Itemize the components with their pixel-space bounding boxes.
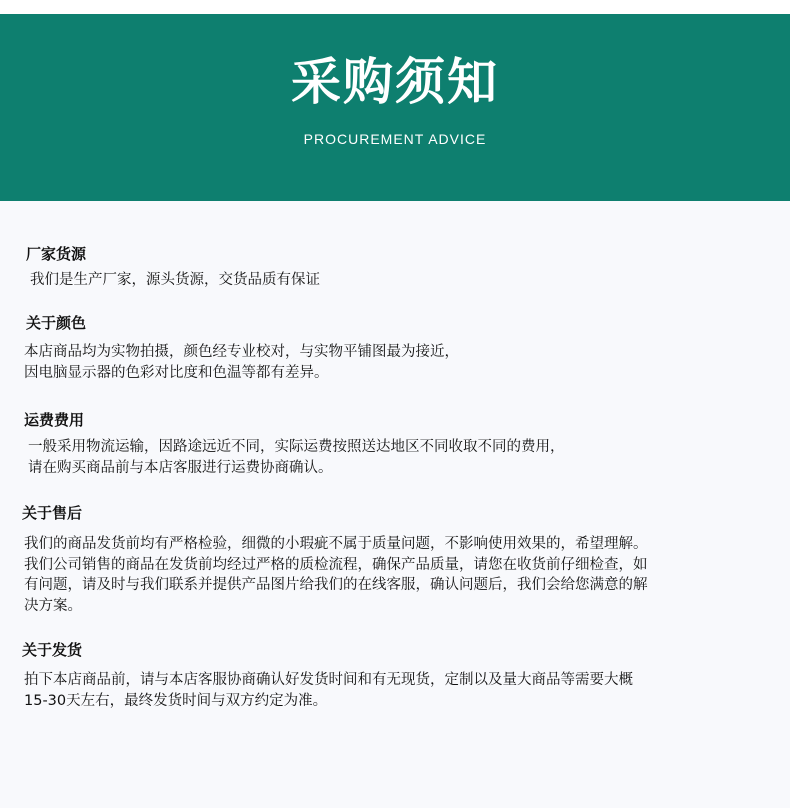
section-text: 本店商品均为实物拍摄，颜色经专业校对，与实物平铺图最为接近，	[24, 344, 459, 360]
section-text: 我们的商品发货前均有严格检验，细微的小瑕疵不属于质量问题，不影响使用效果的，希望理解。	[24, 536, 648, 552]
section-text: 因电脑显示器的色彩对比度和色温等都有差异。	[24, 364, 329, 381]
section-text: 15-30天左右，最终发货时间与双方约定为准。	[24, 692, 328, 709]
section-heading: 关于售后	[22, 504, 83, 522]
section-heading: 运费费用	[24, 411, 85, 429]
section-text: 决方案。	[24, 597, 82, 614]
page-title: 采购须知	[291, 53, 499, 111]
section-text: 我们是生产厂家，源头货源，交货品质有保证	[30, 272, 320, 288]
page-subtitle: PROCUREMENT ADVICE	[303, 131, 487, 147]
section-text: 拍下本店商品前，请与本店客服协商确认好发货时间和有无现货，定制以及量大商品等需要大概	[24, 672, 633, 688]
section-heading: 厂家货源	[26, 245, 87, 263]
section-delivery	[22, 640, 633, 711]
section-text: 我们公司销售的商品在发货前均经过严格的质检流程，确保产品质量，请您在收货前仔细检查，如	[24, 556, 648, 573]
section-heading: 关于发货	[22, 641, 83, 659]
section-factory-source	[26, 244, 320, 291]
top-strip	[0, 0, 790, 14]
section-after-sales	[22, 503, 648, 616]
section-text: 有问题，请及时与我们联系并提供产品图片给我们的在线客服，确认问题后，我们会给您满意的解	[24, 577, 648, 593]
section-text: 一般采用物流运输，因路途远近不同，实际运费按照送达地区不同收取不同的费用，	[28, 439, 565, 455]
section-color	[24, 313, 459, 383]
section-text: 请在购买商品前与本店客服进行运费协商确认。	[28, 459, 333, 476]
section-heading: 关于颜色	[26, 314, 87, 332]
section-shipping-fee	[24, 410, 565, 478]
